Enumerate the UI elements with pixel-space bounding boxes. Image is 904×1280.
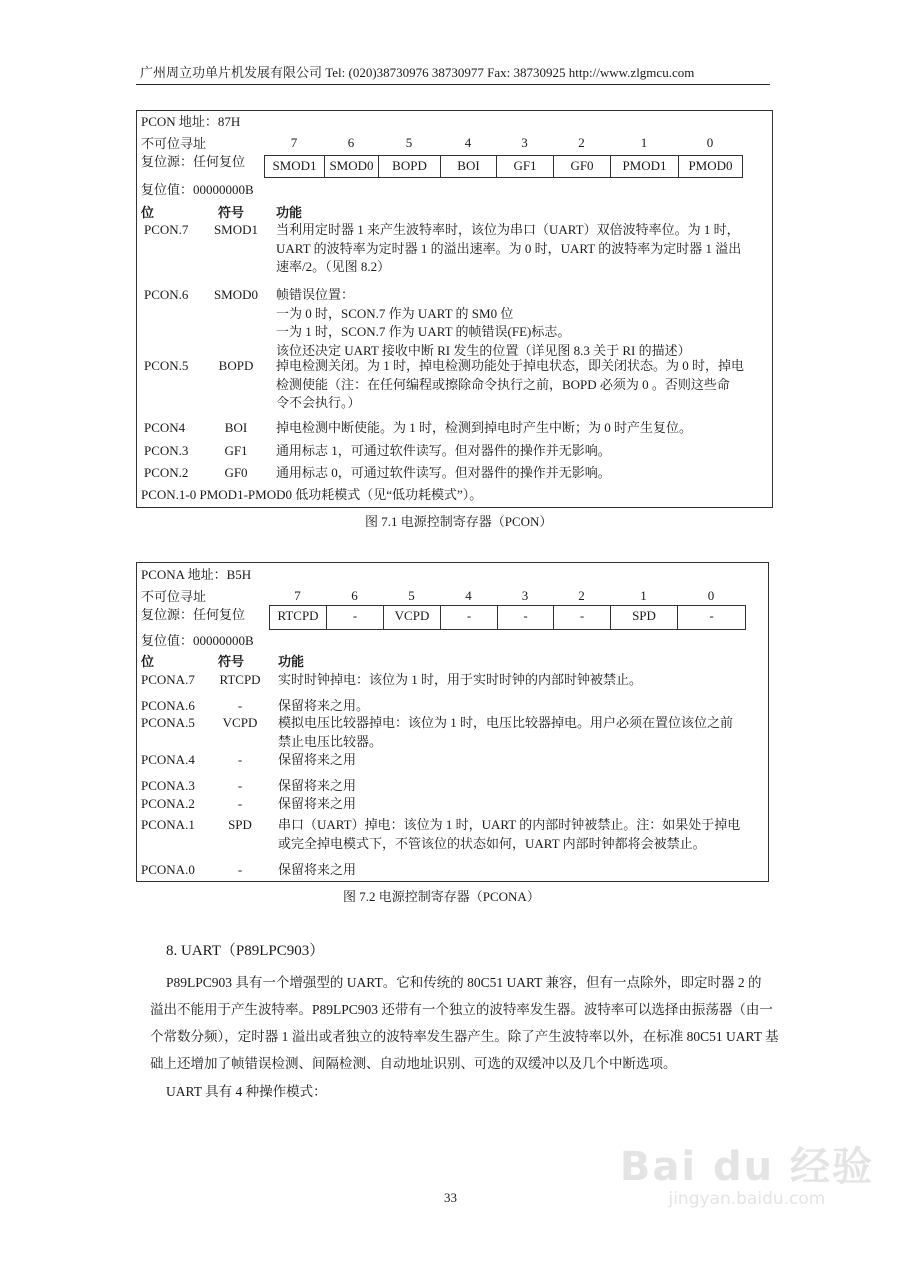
bit-number: 1 bbox=[640, 588, 647, 603]
paragraph-line: 个常数分频），定时器 1 溢出或者独立的波特率发生器产生。除了产生波特率以外，在标准 80C51 UART 基 bbox=[150, 1029, 779, 1044]
register-bit-cell: PMOD1 bbox=[610, 155, 679, 178]
row-bit: PCON.5 bbox=[144, 358, 189, 373]
paragraph-line: 础上还增加了帧错误检测、间隔检测、自动地址识别、可选的双缓冲以及几个中断选项。 bbox=[150, 1056, 677, 1071]
header-rule bbox=[136, 84, 770, 85]
bit-number: 5 bbox=[405, 135, 413, 150]
register-bit-cell: - bbox=[326, 605, 384, 630]
bit-addressable-note: 不可位寻址 bbox=[141, 589, 207, 604]
row-description-line: 保留将来之用 bbox=[278, 796, 357, 811]
bit-number: 6 bbox=[347, 135, 355, 150]
register-bit-cell: - bbox=[440, 605, 498, 630]
reset-source: 复位源：任何复位 bbox=[141, 607, 246, 622]
column-header-symbol: 符号 bbox=[218, 205, 245, 220]
row-description-line: 一为 1 时，SCON.7 作为 UART 的帧错误(FE)标志。 bbox=[276, 324, 571, 339]
bit-number: 3 bbox=[521, 588, 529, 603]
row-symbol: RTCPD bbox=[219, 672, 261, 687]
row-symbol: - bbox=[237, 698, 243, 713]
register-bit-cell: - bbox=[553, 605, 611, 630]
row-description-line: 串口（UART）掉电：该位为 1 时，UART 的内部时钟被禁止。注：如果处于掉电 bbox=[278, 817, 741, 832]
row-description-line: 一为 0 时，SCON.7 作为 UART 的 SM0 位 bbox=[276, 305, 514, 321]
watermark bbox=[620, 1145, 874, 1209]
page-header: 广州周立功单片机发展有限公司 Tel: (020)38730976 38730977 Fax: 38730925 http://www.zlgmcu.com bbox=[140, 65, 695, 80]
row-description-line: 帧错误位置： bbox=[276, 287, 355, 302]
row-description-line: 模拟电压比较器掉电：该位为 1 时，电压比较器掉电。用户必须在置位该位之前 bbox=[278, 715, 734, 730]
watermark-logo: Bai du 经验 bbox=[619, 1144, 874, 1190]
register-bit-cell: SMOD1 bbox=[264, 155, 325, 178]
row-description-line: 检测使能（注：在任何编程或擦除命令执行之前，BOPD 必须为 0 。否则这些命 bbox=[276, 376, 730, 392]
row-description-line: 保留将来之用 bbox=[278, 778, 357, 793]
pcon-caption: 图 7.1 电源控制寄存器（PCON） bbox=[365, 514, 553, 529]
row-description-line: 禁止电压比较器。 bbox=[278, 733, 383, 749]
bit-number: 2 bbox=[578, 135, 585, 150]
row-description-line: 通用标志 0，可通过软件读写。但对器件的操作并无影响。 bbox=[276, 465, 611, 480]
row-description-line: 保留将来之用 bbox=[278, 862, 357, 877]
row-symbol: GF1 bbox=[224, 443, 248, 458]
modes-line: UART 具有 4 种操作模式： bbox=[166, 1084, 327, 1099]
bit-number: 5 bbox=[408, 588, 415, 603]
watermark-url: jingyan.baidu.com bbox=[668, 1189, 826, 1209]
bit-number: 0 bbox=[706, 135, 714, 150]
row-symbol: - bbox=[237, 862, 243, 877]
row-description-line: 保留将来之用 bbox=[278, 752, 357, 767]
row-bit: PCONA.1 bbox=[141, 817, 195, 832]
register-bit-cell: GF0 bbox=[553, 155, 611, 178]
row-bit: PCON.3 bbox=[144, 443, 189, 458]
register-bit-cell: RTCPD bbox=[269, 605, 327, 630]
row-symbol: SMOD0 bbox=[213, 287, 259, 302]
row-symbol: BOPD bbox=[218, 358, 254, 373]
row-symbol: VCPD bbox=[222, 715, 258, 730]
row-description-line: UART 的波特率为定时器 1 的溢出速率。为 0 时，UART 的波特率为定时器 1 溢出 bbox=[276, 240, 742, 256]
bit-number: 6 bbox=[351, 588, 358, 603]
register-bit-cell: - bbox=[677, 605, 746, 630]
column-header-bit: 位 bbox=[141, 205, 155, 220]
row-description-line: 该位还决定 UART 接收中断 RI 发生的位置（详见图 8.3 关于 RI 的描述） bbox=[276, 342, 691, 358]
bit-number: 1 bbox=[640, 135, 648, 150]
row-bit: PCONA.2 bbox=[141, 796, 195, 811]
row-bit: PCONA.3 bbox=[141, 778, 195, 793]
section-title: 8. UART（P89LPC903） bbox=[166, 943, 325, 959]
row-description-line: 掉电检测中断使能。为 1 时，检测到掉电时产生中断；为 0 时产生复位。 bbox=[276, 420, 693, 435]
row-pmod: PCON.1-0 PMOD1-PMOD0 低功耗模式（见“低功耗模式”）。 bbox=[141, 487, 483, 502]
register-bit-cell: PMOD0 bbox=[678, 155, 743, 178]
bit-number: 0 bbox=[707, 588, 715, 603]
row-bit: PCONA.4 bbox=[141, 752, 195, 767]
reset-value: 复位值：00000000B bbox=[141, 182, 254, 197]
row-symbol: SPD bbox=[228, 817, 252, 832]
pcona-caption: 图 7.2 电源控制寄存器（PCONA） bbox=[343, 889, 540, 904]
row-bit: PCON.7 bbox=[144, 222, 189, 237]
bit-number: 7 bbox=[294, 588, 301, 603]
row-bit: PCON.2 bbox=[144, 465, 189, 480]
register-bit-cell: - bbox=[497, 605, 554, 630]
row-description-line: 通用标志 1，可通过软件读写。但对器件的操作并无影响。 bbox=[276, 443, 611, 458]
bit-number: 4 bbox=[465, 588, 472, 603]
row-symbol: - bbox=[237, 796, 243, 811]
row-bit: PCON4 bbox=[144, 420, 186, 435]
bit-number: 3 bbox=[521, 135, 528, 150]
row-symbol: BOI bbox=[224, 420, 248, 435]
register-bit-cell: BOI bbox=[440, 155, 497, 178]
column-header-symbol: 符号 bbox=[218, 654, 245, 669]
row-bit: PCONA.5 bbox=[141, 715, 195, 730]
row-bit: PCONA.7 bbox=[141, 672, 195, 687]
row-bit: PCONA.6 bbox=[141, 698, 195, 713]
row-bit: PCONA.0 bbox=[141, 862, 195, 877]
reset-source: 复位源：任何复位 bbox=[141, 154, 246, 169]
bit-number: 7 bbox=[290, 135, 298, 150]
column-header-function: 功能 bbox=[278, 654, 305, 669]
bit-number: 4 bbox=[464, 135, 472, 150]
page-number: 33 bbox=[444, 1190, 457, 1205]
row-symbol: SMOD1 bbox=[213, 222, 259, 237]
register-bit-cell: SMOD0 bbox=[324, 155, 379, 178]
bit-addressable-note: 不可位寻址 bbox=[141, 136, 207, 151]
register-bit-cell: GF1 bbox=[496, 155, 554, 178]
reset-value: 复位值：00000000B bbox=[141, 633, 254, 648]
register-title: PCONA 地址：B5H bbox=[141, 567, 252, 582]
paragraph-line: P89LPC903 具有一个增强型的 UART。它和传统的 80C51 UART 兼容，但有一点除外，即定时器 2 的 bbox=[166, 975, 762, 990]
row-bit: PCON.6 bbox=[144, 287, 189, 302]
row-symbol: - bbox=[237, 778, 243, 793]
register-title: PCON 地址：87H bbox=[141, 114, 241, 129]
row-description-line: 保留将来之用。 bbox=[278, 698, 370, 713]
column-header-bit: 位 bbox=[141, 654, 155, 669]
row-description-line: 速率/2。（见图 8.2） bbox=[276, 259, 391, 274]
row-description-line: 令不会执行。） bbox=[276, 395, 361, 410]
row-description-line: 掉电检测关闭。为 1 时，掉电检测功能处于掉电状态，即关闭状态。为 0 时，掉电 bbox=[276, 358, 745, 373]
column-header-function: 功能 bbox=[276, 205, 303, 220]
row-symbol: - bbox=[237, 752, 243, 767]
bit-number: 2 bbox=[578, 588, 585, 603]
paragraph-line: 溢出不能用于产生波特率。P89LPC903 还带有一个独立的波特率发生器。波特率可以选择由振荡器（由一 bbox=[150, 1002, 773, 1017]
row-description-line: 实时时钟掉电：该位为 1 时，用于实时时钟的内部时钟被禁止。 bbox=[278, 672, 643, 687]
register-bit-cell: VCPD bbox=[383, 605, 441, 630]
row-description-line: 当利用定时器 1 来产生波特率时，该位为串口（UART）双倍波特率位。为 1 时， bbox=[276, 222, 740, 237]
row-symbol: GF0 bbox=[224, 465, 248, 480]
row-description-line: 或完全掉电模式下，不管该位的状态如何，UART 内部时钟都将会被禁止。 bbox=[278, 835, 706, 851]
register-bit-cell: SPD bbox=[610, 605, 678, 630]
register-bit-cell: BOPD bbox=[378, 155, 441, 178]
